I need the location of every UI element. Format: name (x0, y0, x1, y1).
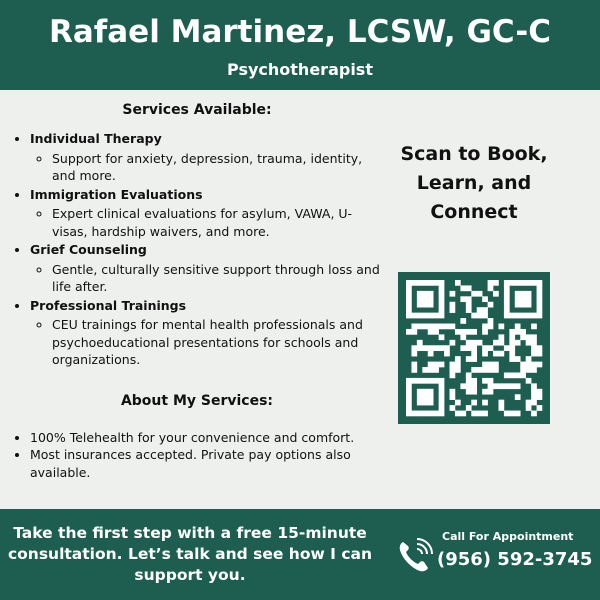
service-item (30, 297, 382, 369)
service-title: Professional Trainings (30, 297, 187, 313)
cta-text: Take the first step with a free 15-minute consultation. Let’s talk and see how I can support you. (7, 524, 373, 584)
services-list (12, 130, 382, 369)
scan-line-1: Scan to Book, (400, 143, 548, 165)
header-banner (0, 0, 600, 90)
scan-callout (388, 140, 560, 227)
service-description: ◦ Expert clinical evaluations for asylum, VAWA, U-visas, hardship waivers, and more. (52, 205, 382, 240)
about-item: • 100% Telehealth for your convenience and comfort. (30, 429, 382, 447)
service-description: ◦ Gentle, culturally sensitive support through loss and life after. (52, 261, 382, 296)
service-item (30, 130, 382, 185)
phone-icon (395, 536, 435, 576)
scan-line-2: Learn, and (416, 172, 532, 194)
qr-code-graphic (398, 272, 550, 424)
about-title: About My Services: (120, 392, 274, 409)
service-title: Grief Counseling (30, 242, 147, 257)
phone-number[interactable]: (956) 592-3745 (437, 549, 593, 570)
therapist-role: Psychotherapist (227, 60, 373, 79)
about-item: • Most insurances accepted. Private pay options also available. (30, 446, 382, 481)
call-label: Call For Appointment (442, 530, 574, 543)
service-item (30, 186, 382, 241)
service-description: ◦ Support for anxiety, depression, trauma, identity, and more. (52, 150, 382, 185)
scan-line-3: Connect (430, 201, 518, 223)
service-item (30, 241, 382, 296)
therapist-name: Rafael Martinez, LCSW, GC-C (48, 14, 551, 50)
qr-code[interactable] (398, 272, 550, 424)
service-title: Individual Therapy (30, 131, 162, 146)
service-description: ◦ CEU trainings for mental health professionals and psychoeducational presentations for schools and organizations. (52, 316, 382, 369)
service-title: Immigration Evaluations (30, 186, 203, 202)
about-list (12, 429, 382, 482)
services-title: Services Available: (122, 102, 272, 118)
services-column (12, 100, 382, 481)
